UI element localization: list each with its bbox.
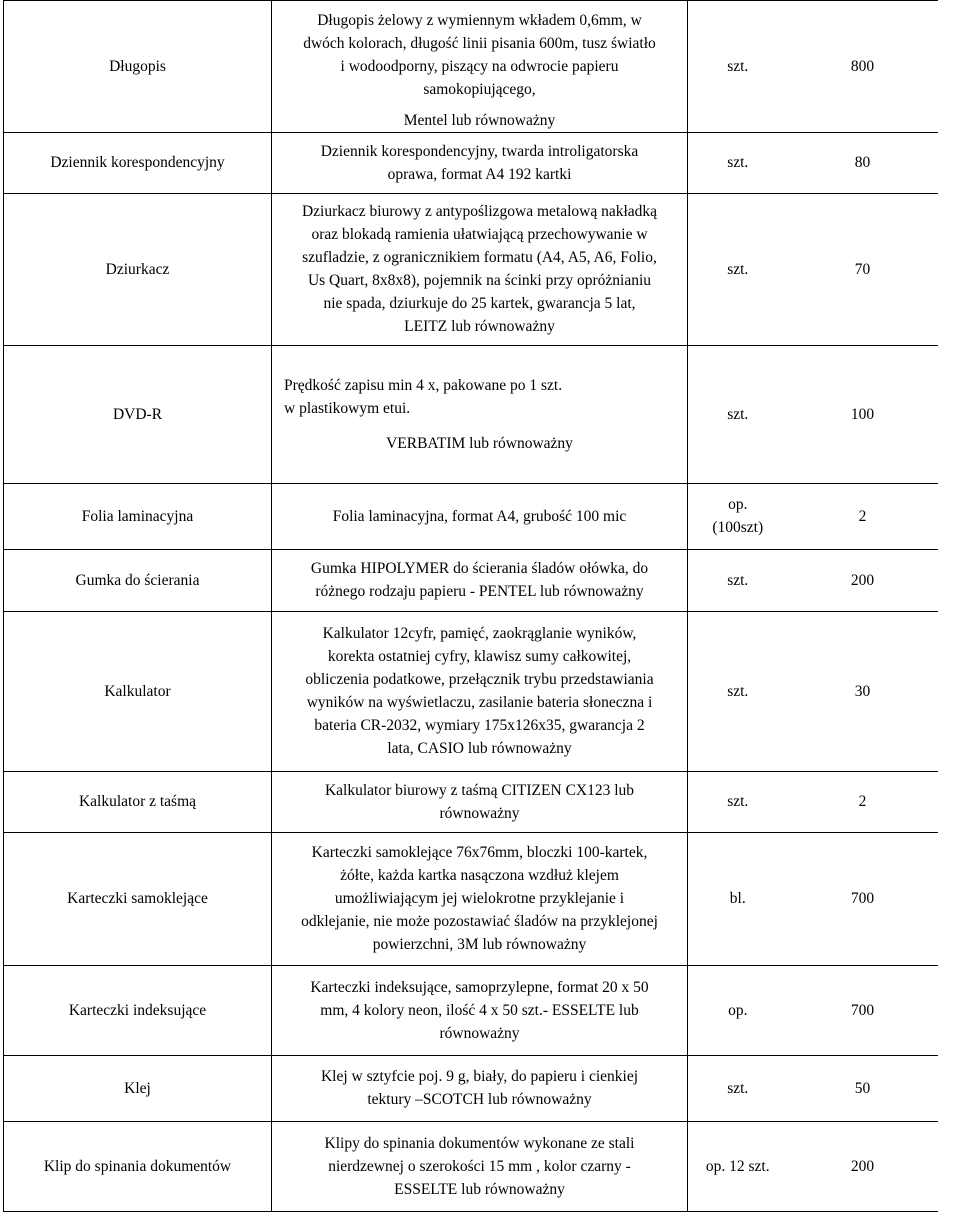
- description-line: Folia laminacyjna, format A4, grubość 100 mic: [332, 507, 627, 525]
- unit-label: szt.: [727, 260, 749, 278]
- table-row: [4, 132, 938, 193]
- item-name: Kalkulator: [4, 611, 272, 771]
- unit-label: szt.: [727, 682, 749, 700]
- item-description: [272, 483, 688, 549]
- description-line: ESSELTE lub równoważny: [394, 1180, 565, 1198]
- item-description: [272, 611, 688, 771]
- unit-label: op.: [728, 496, 748, 513]
- item-quantity: 70: [788, 193, 938, 345]
- table-row: [4, 1055, 938, 1121]
- description-line: mm, 4 kolory neon, ilość 4 x 50 szt.- ESSELTE lub: [320, 1001, 639, 1019]
- item-description: [272, 1121, 688, 1211]
- table-row: [4, 1, 938, 109]
- description-line: korekta ostatniej cyfry, klawisz sumy całkowitej,: [327, 648, 632, 665]
- item-description: [272, 1, 688, 109]
- item-quantity: 100: [788, 345, 938, 483]
- table-row: [4, 1121, 938, 1211]
- item-quantity: 2: [788, 771, 938, 832]
- item-name: Karteczki samoklejące: [4, 832, 272, 965]
- unit-label: szt.: [727, 1079, 749, 1097]
- description-line: Prędkość zapisu min 4 x, pakowane po 1 szt.: [284, 376, 563, 394]
- item-quantity: 200: [788, 549, 938, 611]
- item-description: [272, 1055, 688, 1121]
- description-line: VERBATIM lub równoważny: [386, 434, 573, 452]
- description-line: Karteczki indeksujące, samoprzylepne, format 20 x 50: [310, 978, 649, 996]
- table-row: [4, 965, 938, 1055]
- item-unit: [688, 832, 788, 965]
- description-line: Gumka HIPOLYMER do ścierania śladów ołówka, do: [310, 560, 649, 577]
- item-description: [272, 193, 688, 345]
- item-unit: [688, 193, 788, 345]
- unit-label: szt.: [727, 57, 749, 75]
- description-line: i wodoodporny, piszący na odwrocie papieru: [340, 57, 619, 75]
- item-name: Karteczki indeksujące: [4, 965, 272, 1055]
- table-row: [4, 832, 938, 965]
- description-line: Dziurkacz biurowy z antypoślizgowa metalową nakładką: [301, 203, 658, 220]
- description-line: Klipy do spinania dokumentów wykonane ze stali: [324, 1134, 635, 1152]
- item-description: [272, 832, 688, 965]
- item-name: Dziurkacz: [4, 193, 272, 345]
- description-line: tektury –SCOTCH lub równoważny: [367, 1091, 592, 1108]
- item-unit: [688, 965, 788, 1055]
- item-description: [272, 771, 688, 832]
- table-row: [4, 483, 938, 549]
- description-line: LEITZ lub równoważny: [404, 318, 555, 335]
- description-line: Kalkulator biurowy z taśmą CITIZEN CX123 lub: [324, 781, 635, 799]
- item-quantity: 30: [788, 611, 938, 771]
- unit-label: szt.: [727, 154, 749, 171]
- product-table: [3, 0, 938, 1212]
- item-name: Gumka do ścierania: [4, 549, 272, 611]
- item-quantity: 200: [788, 1121, 938, 1211]
- item-unit: [688, 1055, 788, 1121]
- description-line: samokopiującego,: [423, 80, 536, 98]
- item-name: Dziennik korespondencyjny: [4, 132, 272, 193]
- item-quantity: 700: [788, 965, 938, 1055]
- item-name: Folia laminacyjna: [4, 483, 272, 549]
- item-quantity: 800: [788, 1, 938, 133]
- description-line: szufladzie, z ogranicznikiem formatu (A4, A5, A6, Folio,: [302, 249, 657, 266]
- item-quantity: 50: [788, 1055, 938, 1121]
- description-line: obliczenia podatkowe, przełącznik trybu przedstawiania: [305, 671, 654, 688]
- table-row: [4, 771, 938, 832]
- item-name: Klej: [4, 1055, 272, 1121]
- description-line: umożliwiającym jej wielokrotne przyklejanie i: [334, 890, 625, 907]
- item-name: Długopis: [4, 1, 272, 133]
- description-line: Klej w sztyfcie poj. 9 g, biały, do papieru i cienkiej: [320, 1068, 639, 1085]
- description-line: Dziennik korespondencyjny, twarda introligatorska: [320, 142, 639, 160]
- item-unit: [688, 1121, 788, 1211]
- description-line: wyników na wyświetlaczu, zasilanie bateria słoneczna i: [306, 694, 653, 711]
- description-line: nie spada, dziurkuje do 25 kartek, gwarancja 5 lat,: [323, 295, 636, 312]
- description-line: równoważny: [439, 804, 520, 822]
- table-row: [4, 611, 938, 771]
- item-description: [272, 549, 688, 611]
- unit-label: bl.: [729, 890, 746, 907]
- item-unit: [688, 345, 788, 483]
- description-line: w plastikowym etui.: [284, 399, 411, 417]
- item-name: Klip do spinania dokumentów: [4, 1121, 272, 1211]
- table-row: [4, 193, 938, 345]
- item-unit: [688, 483, 788, 549]
- description-line: oprawa, format A4 192 kartki: [387, 165, 572, 183]
- item-description-continuation: Mentel lub równoważny: [272, 109, 688, 133]
- unit-label: szt.: [727, 793, 749, 810]
- item-quantity: 700: [788, 832, 938, 965]
- item-quantity: 2: [788, 483, 938, 549]
- item-unit: [688, 611, 788, 771]
- item-quantity: 80: [788, 132, 938, 193]
- item-unit: [688, 132, 788, 193]
- description-line: Długopis żelowy z wymiennym wkładem 0,6mm, w: [317, 11, 642, 29]
- item-name: DVD-R: [4, 345, 272, 483]
- unit-label: op.: [728, 1001, 748, 1019]
- description-line: równoważny: [439, 1024, 520, 1042]
- description-line: odklejanie, nie może pozostawiać śladów na przyklejonej: [301, 913, 658, 930]
- item-unit: [688, 1, 788, 133]
- description-line: bateria CR-2032, wymiary 175x126x35, gwarancja 2: [314, 717, 645, 734]
- item-description: [272, 965, 688, 1055]
- item-description: [272, 132, 688, 193]
- item-unit: [688, 771, 788, 832]
- description-line: Us Quart, 8x8x8), pojemnik na ścinki przy opróżnianiu: [307, 272, 652, 289]
- description-line: różnego rodzaju papieru - PENTEL lub równoważny: [315, 583, 644, 600]
- description-line: nierdzewnej o szerokości 15 mm , kolor czarny -: [328, 1157, 631, 1175]
- description-line: dwóch kolorach, długość linii pisania 600m, tusz światło: [303, 34, 656, 52]
- item-description: [272, 345, 688, 483]
- description-line: oraz blokadą ramienia ułatwiającą przechowywanie w: [311, 226, 648, 243]
- table-row: [4, 549, 938, 611]
- description-line: Kalkulator 12cyfr, pamięć, zaokrąglanie wyników,: [322, 625, 637, 642]
- description-line: powierzchni, 3M lub równoważny: [372, 936, 587, 953]
- item-unit: [688, 549, 788, 611]
- unit-label: op. 12 szt.: [705, 1157, 770, 1175]
- unit-label: szt.: [727, 571, 749, 589]
- description-line: lata, CASIO lub równoważny: [387, 740, 572, 757]
- description-line: Karteczki samoklejące 76x76mm, bloczki 100-kartek,: [311, 844, 648, 861]
- description-line: żółte, każda kartka nasączona wzdłuż klejem: [340, 867, 619, 884]
- unit-label: szt.: [727, 405, 749, 423]
- item-name: Kalkulator z taśmą: [4, 771, 272, 832]
- unit-label-sub: (100szt): [712, 519, 764, 536]
- table-row: [4, 345, 938, 483]
